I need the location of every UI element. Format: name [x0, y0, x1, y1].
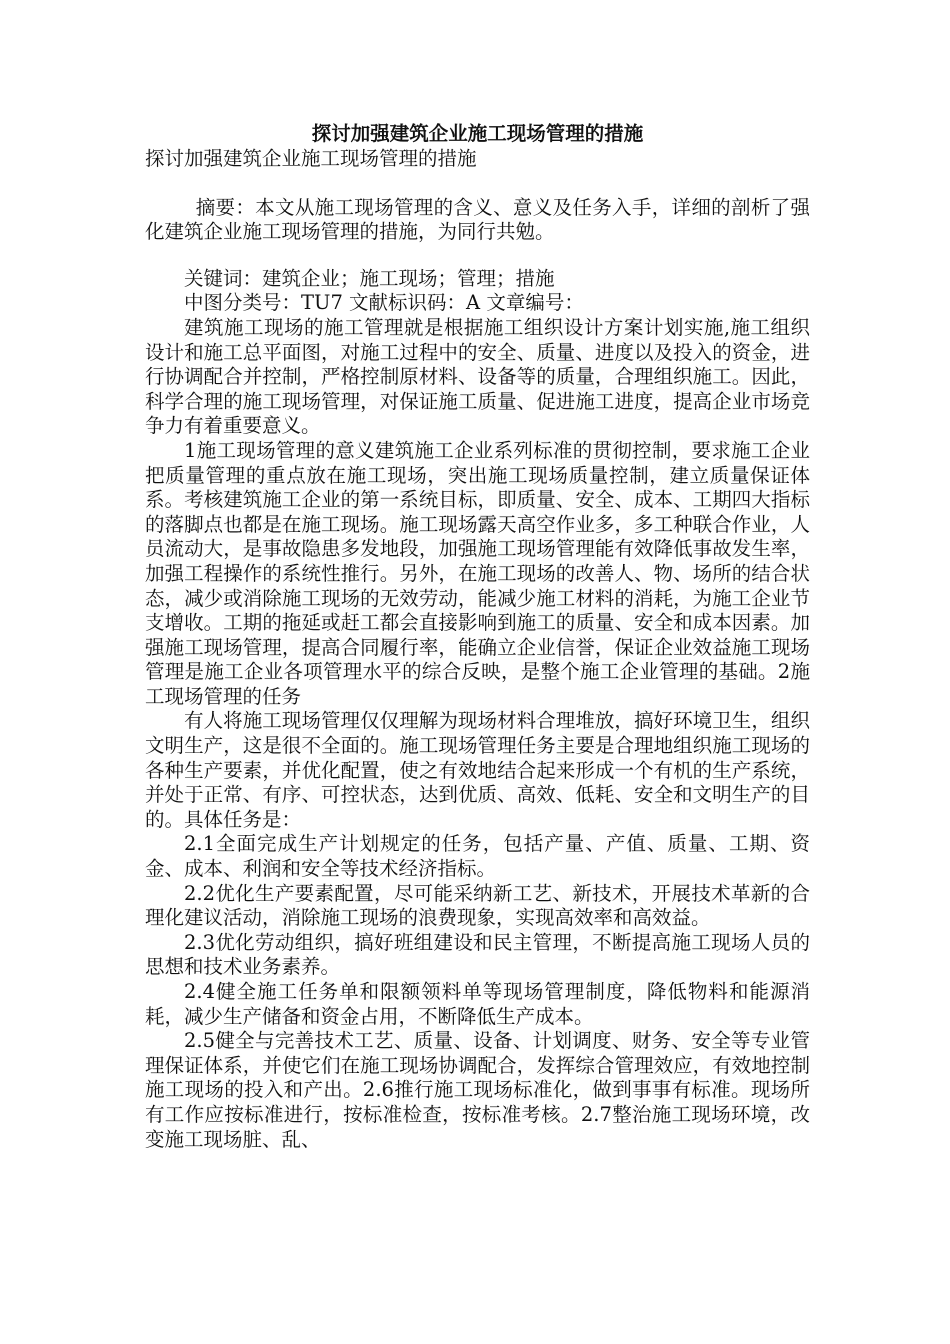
body-paragraph: 2.2优化生产要素配置，尽可能采纳新工艺、新技术，开展技术革新的合理化建议活动，消除施工现场的浪费现象，实现高效率和高效益。: [145, 881, 810, 930]
spacer: [145, 172, 810, 196]
body-paragraph: 2.4健全施工任务单和限额领料单等现场管理制度，降低物料和能源消耗，减少生产储备和资金占用，不断降低生产成本。: [145, 980, 810, 1028]
document-body: [145, 121, 810, 1152]
document-title: 探讨加强建筑企业施工现场管理的措施: [311, 122, 644, 145]
body-paragraph: 建筑施工现场的施工管理就是根据施工组织设计方案计划实施,施工组织设计和施工总平面图，对施工过程中的安全、质量、进度以及投入的资金，进行协调配合并控制，严格控制原材料、设备等的质量，合理组织施工。因此，科学合理的施工现场管理，对保证施工质量、促进施工进度，提高企业市场竞争力有着重要意义。: [145, 315, 810, 438]
abstract-paragraph: 摘要：本文从施工现场管理的含义、意义及任务入手，详细的剖析了强化建筑企业施工现场管理的措施，为同行共勉。: [145, 195, 810, 244]
body-paragraph: 1施工现场管理的意义建筑施工企业系列标准的贯彻控制，要求施工企业把质量管理的重点放在施工现场，突出施工现场质量控制，建立质量保证体系。考核建筑施工企业的第一系统目标，即质量、安全、成本、工期四大指标的落脚点也都是在施工现场。施工现场露天高空作业多，多工种联合作业，人员流动大，是事故隐患多发地段，加强施工现场管理能有效降低事故发生率，加强工程操作的系统性推行。另外，在施工现场的改善人、物、场所的结合状态，减少或消除施工现场的无效劳动，能减少施工材料的消耗，为施工企业节支增收。工期的拖延或赶工都会直接影响到施工的质量、安全和成本因素。加强施工现场管理，提高合同履行率，能确立企业信誉，保证企业效益施工现场管理是施工企业各项管理水平的综合反映，是整个施工企业管理的基础。2施工现场管理的任务: [145, 438, 810, 708]
body-paragraph: 有人将施工现场管理仅仅理解为现场材料合理堆放，搞好环境卫生，组织文明生产，这是很不全面的。施工现场管理任务主要是合理地组织施工现场的各种生产要素，并优化配置，使之有效地结合起来形成一个有机的生产系统，并处于正常、有序、可控状态，达到优质、高效、低耗、安全和文明生产的目的。具体任务是：: [145, 709, 810, 831]
spacer: [145, 245, 810, 267]
document-subtitle: 探讨加强建筑企业施工现场管理的措施: [145, 147, 477, 170]
classification-line: 中图分类号：TU7 文献标识码：A 文章编号：: [184, 291, 584, 315]
body-paragraph: 2.5健全与完善技术工艺、质量、设备、计划调度、财务、安全等专业管理保证体系，并使它们在施工现场协调配合，发挥综合管理效应，有效地控制施工现场的投入和产出。2.6推行施工现场标准化，做到事事有标准。现场所有工作应按标准进行，按标准检查，按标准考核。2.7整治施工现场环境，改变施工现场脏、乱、: [145, 1029, 810, 1151]
body-paragraph: 2.3优化劳动组织，搞好班组建设和民主管理，不断提高施工现场人员的思想和技术业务素养。: [145, 930, 810, 979]
keywords-line: 关键词：建筑企业；施工现场；管理；措施: [184, 266, 555, 290]
body-paragraph: 2.1全面完成生产计划规定的任务，包括产量、产值、质量、工期、资金、成本、利润和安全等技术经济指标。: [145, 832, 810, 881]
